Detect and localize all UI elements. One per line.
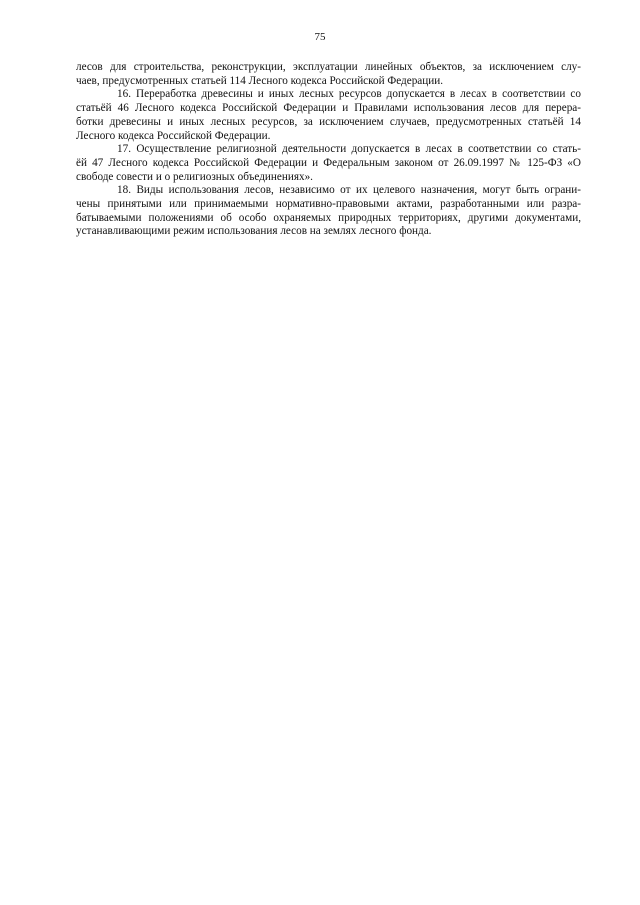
text-line: ботки древесины и иных лесных ресурсов, за исключением случаев, предусмотренных статьёй 14: [76, 115, 581, 128]
text-line: 16. Переработка древесины и иных лесных ресурсов допускается в лесах в соответствии со: [117, 88, 581, 101]
text-line: батываемыми положениями об особо охраняемых природных территориях, другими документами,: [76, 211, 581, 224]
text-line: чаев, предусмотренных статьей 114 Лесного кодекса Российской Федерации.: [76, 74, 444, 87]
text-line: чены принятыми или принимаемыми нормативно-правовыми актами, разработанными или разра-: [76, 198, 581, 211]
text-line: 18. Виды использования лесов, независимо от их целевого назначения, могут быть ограни-: [117, 184, 581, 197]
document-body: [76, 61, 581, 239]
text-line: свободе совести и о религиозных объединениях».: [76, 170, 313, 183]
text-line: 17. Осуществление религиозной деятельности допускается в лесах в соответствии со стать-: [117, 143, 581, 156]
page-number: 75: [314, 31, 326, 43]
text-line: устанавливающими режим использования лесов на землях лесного фонда.: [76, 225, 432, 238]
text-line: Лесного кодекса Российской Федерации.: [76, 129, 271, 142]
text-line: ёй 47 Лесного кодекса Российской Федерации и Федеральным законом от 26.09.1997 № 125-ФЗ «О: [76, 156, 581, 169]
text-line: лесов для строительства, реконструкции, эксплуатации линейных объектов, за исключением слу-: [76, 61, 581, 73]
text-line: статьёй 46 Лесного кодекса Российской Федерации и Правилами использования лесов для перера-: [76, 102, 581, 115]
